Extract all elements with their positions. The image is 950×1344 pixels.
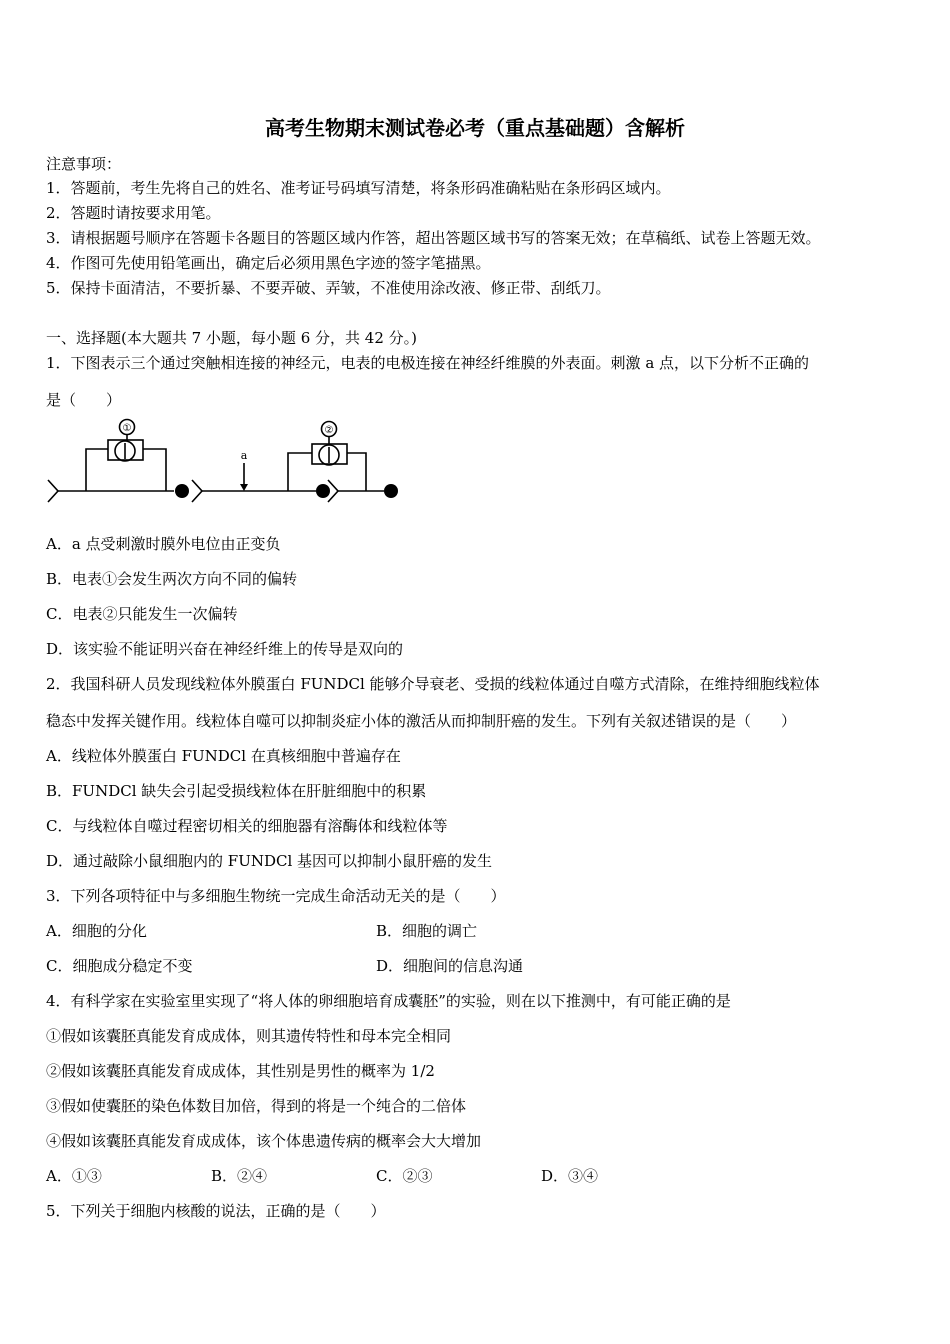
cell-body-icon <box>175 484 189 498</box>
option-b: B．电表①会发生两次方向不同的偏转 <box>46 570 298 588</box>
option-c: C．细胞成分稳定不变 <box>46 957 193 975</box>
option-b: B．细胞的调亡 <box>376 922 478 940</box>
meter-1-label: ① <box>122 423 132 434</box>
option-b: B．②④ <box>211 1167 268 1185</box>
option-a: A．a 点受刺激时膜外电位由正变负 <box>46 535 281 553</box>
notice-item: 5．保持卡面清洁，不要折暴、不要弄破、弄皱，不准使用涂改液、修正带、刮纸刀。 <box>46 279 611 297</box>
option-a: A．线粒体外膜蛋白 FUNDCl 在真核细胞中普遍存在 <box>46 747 401 765</box>
synapse-terminal-icon <box>192 480 202 502</box>
question-1-stem-line2: 是（ ） <box>46 391 122 409</box>
question-5-stem: 5．下列关于细胞内核酸的说法，正确的是（ ） <box>46 1202 386 1220</box>
option-d: D．细胞间的信息沟通 <box>376 957 524 975</box>
point-a-label: a <box>240 449 248 462</box>
option-c: C．②③ <box>376 1167 433 1185</box>
notice-item: 3．请根据题号顺序在答题卡各题目的答题区域内作答，超出答题区域书写的答案无效；在草稿纸、试卷上答题无效。 <box>46 229 821 247</box>
notice-item: 2．答题时请按要求用笔。 <box>46 204 221 222</box>
section-heading: 一、选择题(本大题共 7 小题，每小题 6 分，共 42 分。) <box>46 329 417 347</box>
question-1-stem-line1: 1．下图表示三个通过突触相连接的神经元，电表的电极连接在神经纤维膜的外表面。刺激 a 点，以下分析不正确的 <box>46 354 810 372</box>
synapse-terminal-icon <box>48 480 58 502</box>
question-2-stem-line1: 2．我国科研人员发现线粒体外膜蛋白 FUNDCl 能够介导衰老、受损的线粒体通过自噬方式清除，在维持细胞线粒体 <box>46 675 820 693</box>
question-4-stem: 4．有科学家在实验室里实现了“将人体的卵细胞培育成囊胚”的实验，则在以下推测中，有可能正确的是 <box>46 992 731 1010</box>
option-d: D．该实验不能证明兴奋在神经纤维上的传导是双向的 <box>46 640 404 658</box>
notice-heading: 注意事项： <box>46 155 122 173</box>
cell-body-icon <box>384 484 398 498</box>
option-d: D．通过敲除小鼠细胞内的 FUNDCl 基因可以抑制小鼠肝癌的发生 <box>46 852 493 870</box>
page-title: 高考生物期末测试卷必考（重点基础题）含解析 <box>265 116 685 140</box>
notice-item: 4．作图可先使用铅笔画出，确定后必须用黑色字迹的签字笔描黑。 <box>46 254 491 272</box>
meter-2-label: ② <box>324 425 334 436</box>
option-c: C．与线粒体自噬过程密切相关的细胞器有溶酶体和线粒体等 <box>46 817 448 835</box>
option-d: D．③④ <box>541 1167 599 1185</box>
statement-item: ③假如使囊胚的染色体数目加倍，得到的将是一个纯合的二倍体 <box>46 1097 467 1115</box>
option-a: A．①③ <box>46 1167 102 1185</box>
neuron-circuit-diagram <box>46 418 406 513</box>
option-b: B．FUNDCl 缺失会引起受损线粒体在肝脏细胞中的积累 <box>46 782 427 800</box>
option-c: C．电表②只能发生一次偏转 <box>46 605 238 623</box>
statement-item: ①假如该囊胚真能发育成成体，则其遗传特性和母本完全相同 <box>46 1027 452 1045</box>
question-3-stem: 3．下列各项特征中与多细胞生物统一完成生命活动无关的是（ ） <box>46 887 506 905</box>
question-2-stem-line2: 稳态中发挥关键作用。线粒体自噬可以抑制炎症小体的激活从而抑制肝癌的发生。下列有关叙述错误的是（ ） <box>46 712 797 730</box>
option-a: A．细胞的分化 <box>46 922 147 940</box>
notice-item: 1．答题前，考生先将自己的姓名、准考证号码填写清楚，将条形码准确粘贴在条形码区域内。 <box>46 179 671 197</box>
statement-item: ②假如该囊胚真能发育成成体，其性别是男性的概率为 1/2 <box>46 1062 435 1080</box>
statement-item: ④假如该囊胚真能发育成成体，该个体患遗传病的概率会大大增加 <box>46 1132 482 1150</box>
cell-body-icon <box>316 484 330 498</box>
